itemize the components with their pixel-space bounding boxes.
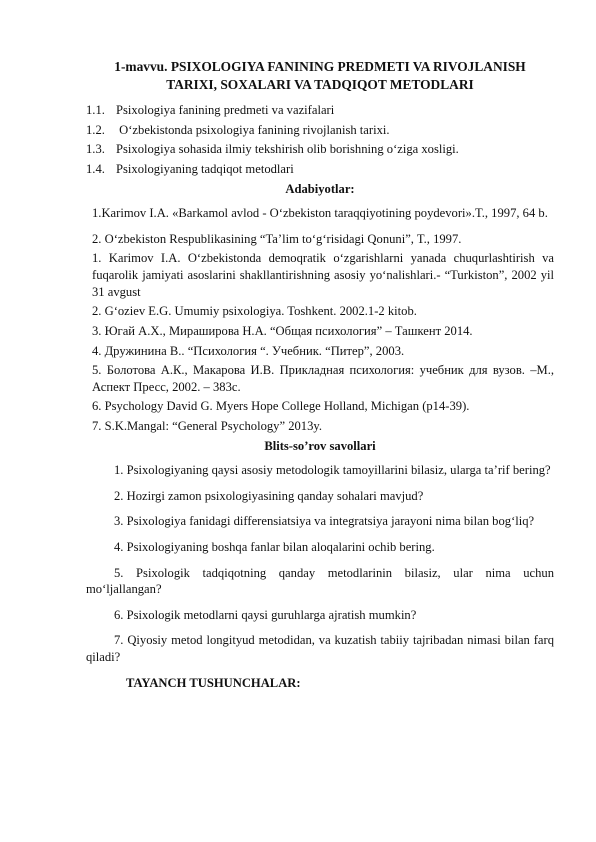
- reference-item: 6. Psychology David G. Myers Hope College Holland, Michigan (p14-39).: [92, 399, 470, 414]
- questions-list: [86, 462, 554, 665]
- toc-item-text: Psixologiyaning tadqiqot metodlari: [116, 162, 294, 177]
- toc-item-text: O‘zbekistonda psixologiya fanining rivojlanish tarixi.: [116, 122, 390, 137]
- question-item: 6. Psixologik metodlarni qaysi guruhlarga ajratish mumkin?: [114, 607, 417, 622]
- table-of-contents: [86, 102, 554, 177]
- question-item: 5. Psixologik tadqiqotning qanday metodlarinin bilasiz, ular nima uchun mo‘ljallangan?: [86, 565, 554, 597]
- toc-item-text: Psixologiya sohasida ilmiy tekshirish olib borishning o‘ziga xosligi.: [116, 142, 459, 157]
- reference-item: 1.Karimov I.A. «Barkamol avlod - O‘zbekiston taraqqiyotining poydevori».T., 1997, 64 b.: [92, 206, 548, 221]
- toc-item: [86, 102, 554, 119]
- question-item: 4. Psixologiyaning boshqa fanlar bilan aloqalarini ochib bering.: [114, 539, 435, 554]
- reference-item: 4. Дружинина В.. “Психология “. Учебник. “Питер”, 2003.: [92, 343, 405, 358]
- toc-item-number: 1.1.: [86, 103, 105, 118]
- title-line-1: 1-mavvu. PSIXOLOGIYA FANINING PREDMETI VA RIVOJLANISH: [114, 59, 526, 74]
- toc-item-number: 1.2.: [86, 122, 105, 137]
- reference-item: 1. Karimov I.A. O‘zbekistonda demoqratik o‘zgarishlarni yanada chuqurlashtirish va fuqarolik jamiyati asoslarini shakllantirishning asosiy yo‘nalishlari.- “Turkiston”, 2002 yil 31 avgust: [92, 251, 554, 299]
- adabiyotlar-heading: Adabiyotlar:: [285, 181, 355, 196]
- blits-heading: Blits-so’rov savollari: [264, 438, 376, 453]
- reference-item: 2. G‘oziev E.G. Umumiy psixologiya. Toshkent. 2002.1-2 kitob.: [92, 304, 417, 319]
- reference-item: 2. O‘zbekiston Respublikasining “Ta’lim to‘g‘risidagi Qonuni”, T., 1997.: [92, 231, 462, 246]
- toc-item: [86, 141, 554, 158]
- document-page: [86, 58, 554, 691]
- toc-item: [86, 122, 554, 139]
- question-item: 3. Psixologiya fanidagi differensiatsiya va integratsiya jarayoni nima bilan bog‘liq?: [114, 514, 535, 529]
- reference-item: 5. Болотова А.К., Макарова И.В. Прикладная психология: учебник для вузов. –М., Аспект Пресс, 2002. – 383с.: [92, 363, 554, 394]
- toc-item: [86, 161, 554, 178]
- toc-item-number: 1.3.: [86, 142, 105, 157]
- references-list: [86, 205, 554, 434]
- tayanch-heading: TAYANCH TUSHUNCHALAR:: [126, 675, 301, 690]
- page-title: [86, 58, 554, 94]
- title-line-2: TARIXI, SOXALARI VA TADQIQOT METODLARI: [166, 77, 474, 93]
- toc-item-text: Psixologiya fanining predmeti va vazifalari: [116, 103, 335, 118]
- reference-item: 3. Югай А.Х., Мираширова Н.А. “Общая психология” – Ташкент 2014.: [92, 323, 473, 338]
- question-item: 1. Psixologiyaning qaysi asosiy metodologik tamoyillarini bilasiz, ularga ta’rif bering?: [114, 463, 551, 478]
- reference-item: 7. S.K.Mangal: “General Psychology” 2013y.: [92, 418, 323, 433]
- question-item: 2. Hozirgi zamon psixologiyasining qanday sohalari mavjud?: [114, 488, 424, 503]
- toc-item-number: 1.4.: [86, 162, 105, 177]
- question-item: 7. Qiyosiy metod longityud metodidan, va kuzatish tabiiy tajribadan nimasi bilan farq qiladi?: [86, 633, 554, 665]
